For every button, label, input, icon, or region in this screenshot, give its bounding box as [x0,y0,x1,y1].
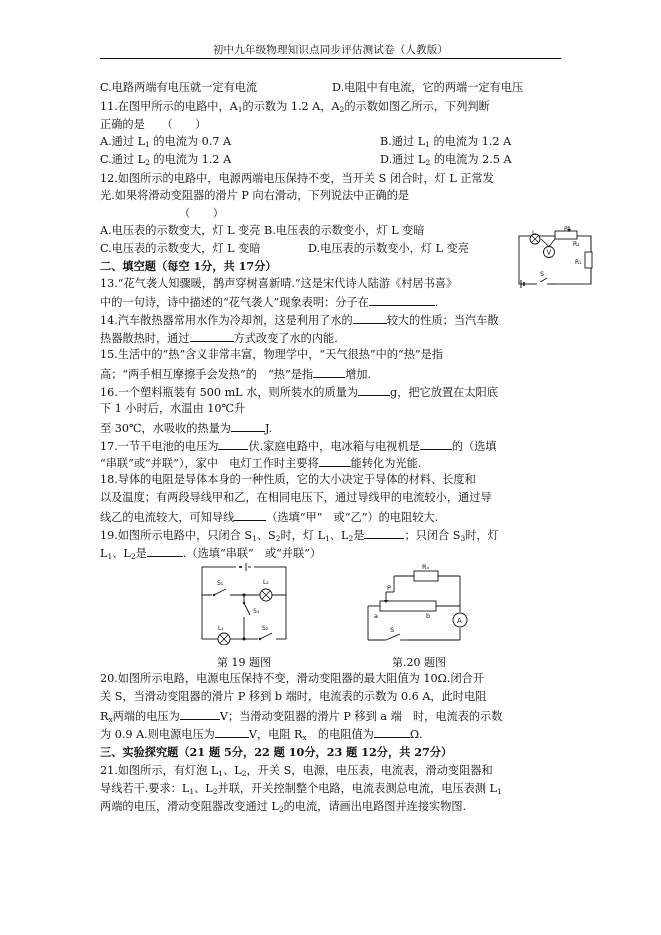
answer-blank[interactable] [215,726,249,738]
q20-circuit-diagram [360,562,476,646]
text-run: 正确的是 （ ） [100,118,207,131]
text-run: C.电压表的示数变大，灯 L 变暗 [100,242,261,255]
text-column [308,242,469,256]
text-column [380,135,511,152]
text-run: 时，灯 L [280,529,326,542]
text-run: 高；“两手相互摩擦手会发热”的 “热”是指 [100,368,314,381]
subscript: 1 [325,534,330,543]
text-line [100,527,499,546]
text-run: “串联”或“并联”），家中 电灯工作时主要将 [100,457,319,470]
text-run: 为 0.9 A.则电源电压为 [100,728,215,741]
text-run: 较大的性质；当汽车散 [386,314,499,327]
text-run: （ ） [140,207,224,220]
text-run: C.电路两端有电压就一定有电流 [100,81,258,94]
text-line [100,726,423,745]
subscript: 1 [145,140,150,149]
text-line [100,690,486,704]
q19-figure-caption: 第 19 题图 [217,656,271,669]
q19-label-s2: S₂ [262,625,269,632]
q20-figure-caption: 第.20 题图 [392,656,446,669]
subscript: 1 [237,105,243,114]
text-line [100,420,272,436]
answer-blank[interactable] [374,726,410,738]
text-run: V；当滑动变阻器的滑片 P 移到 a 端 时，电流表的示数 [219,710,503,723]
text-run: 11.在图甲所示的电路中，A [100,100,238,113]
text-line [100,242,469,256]
text-line [100,491,492,505]
text-line [100,438,497,454]
text-run: 中的一句诗，诗中描述的“花气袭人”现象表明：分子在 [100,296,369,309]
subscript: 2 [278,805,284,814]
text-run: 、L [194,782,213,795]
text-line [100,312,499,328]
text-line [100,100,490,117]
text-run: 的示数如图乙所示，下列判断 [344,100,490,113]
text-line [100,330,338,346]
answer-blank[interactable] [147,545,183,557]
q12-label-lamp: L [532,229,536,237]
text-run: R [100,710,109,723]
text-run: 、L [112,547,131,560]
answer-blank[interactable] [420,438,452,450]
q20-label-slider: P [387,584,391,592]
text-line [100,800,466,817]
text-run: 的（选填 [451,440,497,453]
text-run: V，电阻 R [248,728,303,741]
text-run: 是 [135,547,147,560]
text-line [100,764,493,781]
text-column [332,81,523,95]
text-run: 两端的电压，滑动变阻器改变通过 L [100,800,279,813]
text-column [380,153,512,170]
text-run: 的电流为 0.7 A [149,135,232,148]
q20-label-b: b [426,612,431,620]
q12-label-slider: P [564,226,568,233]
text-run: 是 [353,529,365,542]
text-line [100,135,512,152]
header-rule [100,58,561,59]
text-line [100,672,484,686]
text-run: 的示数为 1.2 A，A [242,100,340,113]
text-run: 19.如图所示电路中，只闭合 S [100,529,253,542]
subscript: 2 [130,552,136,561]
text-run: 增加. [345,368,372,381]
text-run: 的电流为 2.5 A [430,153,512,166]
text-run: 至 30℃，水吸收的热量为 [100,422,231,435]
text-line [100,224,425,238]
text-run: ；只闭合 S [404,529,461,542]
text-run: 并联，开关控制整个电路，电流表测总电流，电压表测 L [217,782,497,795]
text-run: 光.如果将滑动变阻器的滑片 P 向右滑动，下列说法中正确的是 [100,189,410,202]
text-run: 13.“花气袭人知骤暖，鹊声穿树喜新晴.”这是宋代诗人陆游《村居书喜》 [100,277,458,290]
subscript: x [302,733,307,742]
text-line [100,402,245,416]
text-run: 以及温度；有两段导线甲和乙，在相同电压下，通过导线甲的电流较小，通过导 [100,491,492,504]
text-run: 时，灯 [465,529,499,542]
text-line [100,294,438,310]
text-run: 二、填空题（每空 1分，共 17分） [100,259,277,273]
text-run: Ω. [409,728,423,741]
text-run: 17.一节干电池的电压为 [100,440,219,453]
text-run: L [100,547,108,560]
answer-blank[interactable] [234,509,266,521]
answer-blank[interactable] [190,330,234,342]
q19-circuit-diagram [196,561,294,645]
subscript: 2 [145,158,150,167]
text-line [100,348,443,362]
text-column [140,207,224,221]
text-run: 、L [223,764,242,777]
answer-blank[interactable] [231,420,265,432]
text-run: A.通过 L [100,135,145,148]
text-run: 、S [256,529,276,542]
answer-blank[interactable] [353,312,387,324]
text-run: 的电流为 1.2 A [429,135,512,148]
text-line [100,473,476,487]
text-run: 导线若干.要求：L [100,782,190,795]
subscript: 1 [497,787,502,796]
text-run: .（选填“串联” 或“并联”） [182,547,322,560]
q19-label-l2: L₂ [263,579,269,586]
answer-blank[interactable] [364,527,404,539]
subscript: 1 [218,769,224,778]
answer-blank[interactable] [313,366,345,378]
text-run: 三、实验探究题（21 题 5分，22 题 10分，23 题 12分，共 27分） [100,745,453,759]
subscript: 2 [339,105,345,114]
answer-blank[interactable] [319,455,351,467]
text-run: 的电阻值为 [306,728,374,741]
text-line [100,366,371,382]
text-run: 的电流为 1.2 A [149,153,232,166]
answer-blank[interactable] [218,438,248,450]
page-header: 初中九年级物理知识点同步评估测试卷（人教版） [212,44,449,56]
text-line [100,153,512,170]
text-run: 12.如图所示的电路中，电源两端电压保持不变，当开关 S 闭合时，灯 L 正常发 [100,172,494,185]
text-run: 两端的电压为 [112,710,180,723]
text-line [100,81,524,95]
subscript: 2 [275,534,281,543]
text-run: 线乙的电流较大，可知导线 [100,511,235,524]
text-run: A.电压表的示数变大，灯 L 变亮 B.电压表的示数变小，灯 L 变暗 [100,224,425,237]
text-run: 15.生活中的“热”含义非常丰富，物理学中，“天气很热”中的“热”是指 [100,348,443,361]
text-line [100,189,409,203]
text-run: C.通过 L [100,153,146,166]
text-run: g，把它放置在太阳底 [390,386,498,399]
q12-label-rheostat: R₂ [573,241,580,248]
text-run: D.电阻中有电流，它的两端一定有电压 [332,81,524,94]
q12-label-voltmeter: V [546,248,552,257]
q20-label-a: a [374,612,378,620]
text-run: 18.导体的电阻是导体本身的一种性质，它的大小决定于导体的材料、长度和 [100,473,476,486]
text-run: 方式改变了水的内能. [233,332,338,345]
subscript: 2 [348,534,354,543]
text-run: 、L [329,529,349,542]
q20-label-ammeter: A [457,617,462,625]
text-run: D.通过 L [380,153,426,166]
text-run: 热器散热时，通过 [100,332,190,345]
subscript: 1 [425,140,430,149]
q19-label-s3: S₃ [253,608,260,615]
text-run: B.通过 L [380,135,426,148]
text-run: 的电流，请画出电路图并连接实物图. [283,800,467,813]
q12-label-switch: S [540,270,545,278]
q20-label-rx: Rₓ [422,563,430,571]
text-line [100,384,498,400]
text-run: 20.如图所示电路，电源电压保持不变，滑动变阻器的最大阻值为 10Ω.闭合开 [100,672,485,685]
subscript: 2 [425,158,431,167]
text-run: . [434,296,439,309]
text-run: 14.汽车散热器常用水作为冷却剂，这是利用了水的 [100,314,353,327]
subscript: 2 [241,769,247,778]
text-line [100,118,206,132]
q20-label-switch: S [390,626,395,634]
subscript: 1 [107,552,113,561]
answer-blank[interactable] [180,708,220,720]
text-run: ，开关 S，电源，电压表，电流表，滑动变阻器和 [246,764,493,777]
text-line [100,172,494,186]
q19-label-l1: L₁ [218,625,224,632]
text-run: 关 S，当滑动变阻器的滑片 P 移到 b 端时，电流表的示数为 0.6 A，此时电阻 [100,690,487,703]
subscript: 2 [212,787,218,796]
subscript: 1 [252,534,257,543]
text-run: 21.如图所示，有灯泡 L [100,764,219,777]
q19-label-s1: S₁ [217,580,224,587]
text-run: D.电压表的示数变小，灯 L 变亮 [308,242,469,255]
text-run: 伏.家庭电路中，电冰箱与电视机是 [248,440,420,453]
section-heading [100,745,452,759]
section-heading [100,259,277,273]
subscript: x [108,715,113,724]
subscript: 1 [189,787,195,796]
text-line [100,277,457,291]
text-line [100,509,438,525]
q12-circuit-diagram [515,226,607,290]
text-line [100,708,502,727]
text-line [100,455,421,471]
text-run: （选填“甲” 或“乙”）的电阻较大. [266,511,439,524]
subscript: 3 [460,534,466,543]
text-run: 16.一个塑料瓶装有 500 mL 水，则所装水的质量为 [100,386,359,399]
text-line [100,782,502,799]
q12-label-resistor: R₁ [575,259,582,266]
text-run: 能转化为光能. [350,457,422,470]
text-run: J. [265,422,273,435]
answer-blank[interactable] [358,384,390,396]
text-run: 下 1 小时后，水温由 10℃升 [100,402,246,415]
answer-blank[interactable] [369,294,435,306]
